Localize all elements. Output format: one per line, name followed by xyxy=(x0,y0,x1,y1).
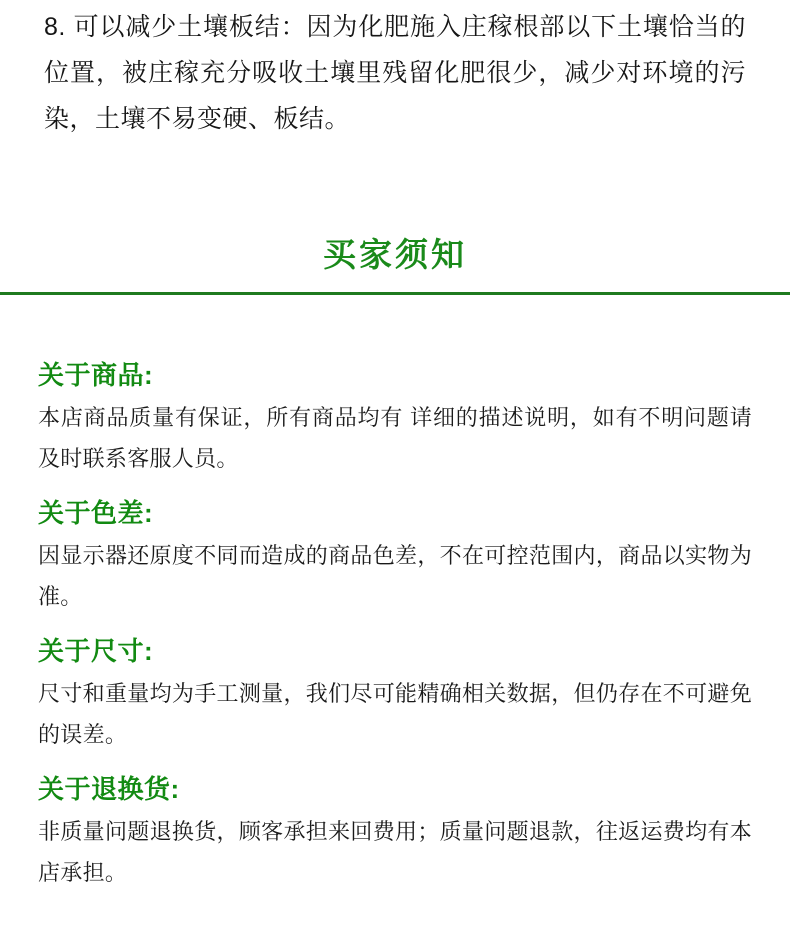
notice-heading-size: 关于尺寸: xyxy=(38,636,154,666)
notice-heading-color: 关于色差: xyxy=(38,498,154,528)
buyer-notice-section-header xyxy=(0,216,790,295)
notice-body-returns: 非质量问题退换货，顾客承担来回费用；质量问题退款，往返运费均有本店承担。 xyxy=(38,819,752,885)
notice-heading-returns: 关于退换货: xyxy=(38,774,180,804)
notice-item xyxy=(38,493,752,617)
notice-item xyxy=(38,769,752,893)
notice-body-goods: 本店商品质量有保证，所有商品均有 详细的描述说明，如有不明问题请及时联系客服人员。 xyxy=(38,405,752,471)
notice-heading-goods: 关于商品: xyxy=(38,360,154,390)
notice-body-color: 因显示器还原度不同而造成的商品色差，不在可控范围内，商品以实物为准。 xyxy=(38,543,752,609)
benefit-paragraph: 8. 可以减少土壤板结：因为化肥施入庄稼根部以下土壤恰当的位置，被庄稼充分吸收土壤里残留化肥很少，减少对环境的污染，土壤不易变硬、板结。 xyxy=(44,13,746,133)
notice-body-size: 尺寸和重量均为手工测量，我们尽可能精确相关数据，但仍存在不可避免的误差。 xyxy=(38,681,752,747)
top-benefit-block xyxy=(0,0,790,142)
notice-item xyxy=(38,355,752,479)
section-title: 买家须知 xyxy=(323,235,467,273)
buyer-notice-list xyxy=(0,295,790,893)
notice-item xyxy=(38,631,752,755)
